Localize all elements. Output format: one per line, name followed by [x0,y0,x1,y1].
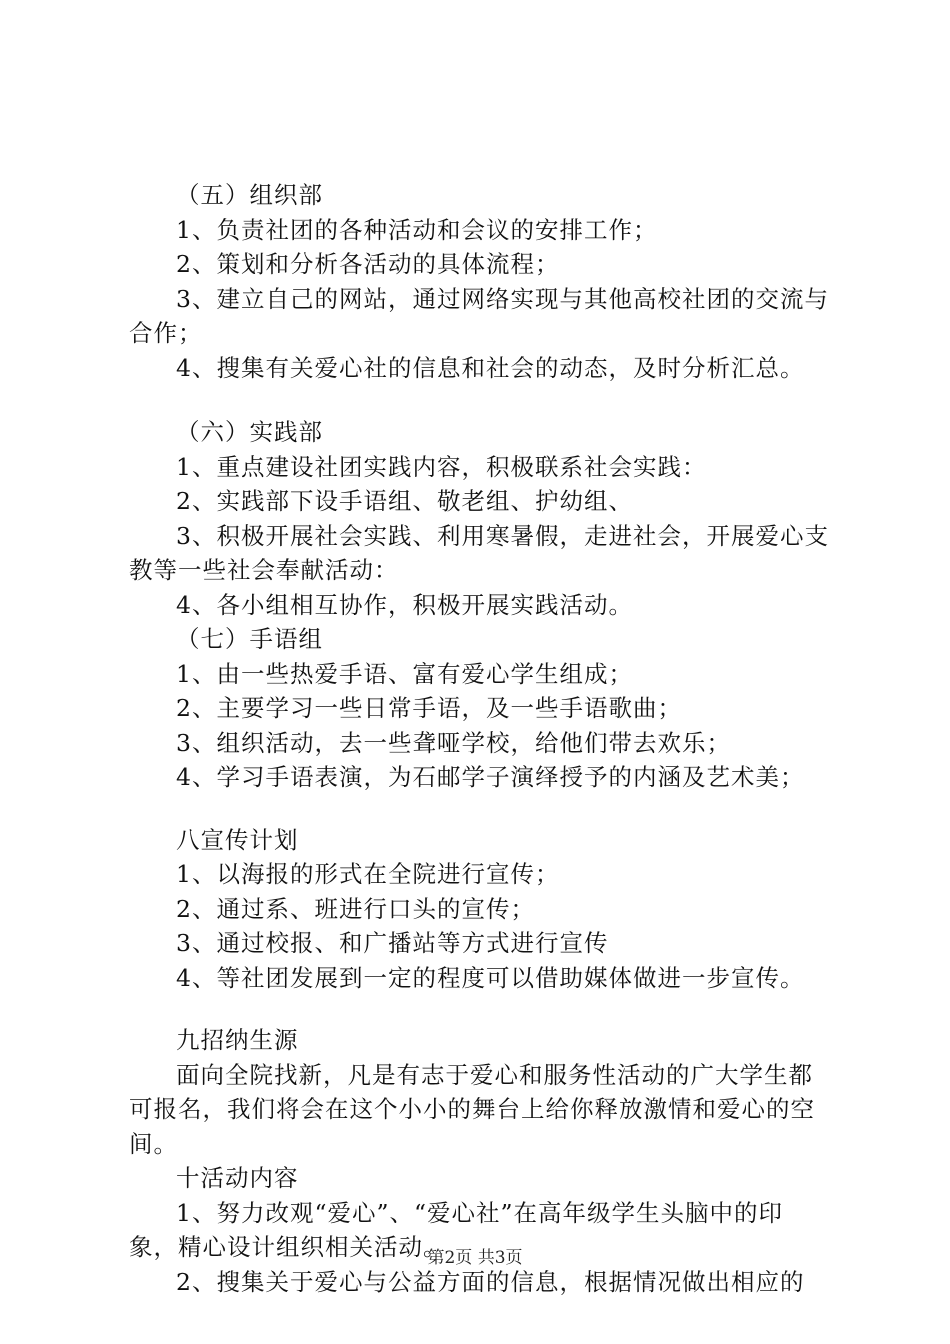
list-item: 4、各小组相互协作，积极开展实践活动。 [176,590,633,619]
list-item: 2、通过系、班进行口头的宣传； [176,894,535,923]
list-item: 1、重点建设社团实践内容，积极联系社会实践： [176,452,707,481]
section-heading: 九招纳生源 [176,1026,299,1054]
paragraph: 面向全院找新，凡是有志于爱心和服务性活动的广大学生都可报名，我们将会在这个小小的舞台上给你释放激情和爱心的空间。 [129,1060,815,1158]
section-heading: 十活动内容 [176,1164,299,1192]
list-item: 1、努力改观“爱心”、“爱心社”在高年级学生头脑中的印象，精心设计组织相关活动。 [129,1198,784,1261]
spacer [129,995,829,1023]
section-heading: （六）实践部 [176,418,323,446]
page-footer: 第2页 共3页 [427,1248,523,1268]
section-heading: 八宣传计划 [176,825,299,854]
section-heading: （五）组织部 [176,181,323,209]
list-item: 2、策划和分析各活动的具体流程； [176,250,560,278]
list-item: 4、等社团发展到一定的程度可以借助媒体做进一步宣传。 [176,963,805,992]
list-item: 3、积极开展社会实践、利用寒暑假，走进社会，开展爱心支教等一些社会奉献活动： [129,521,829,584]
list-item: 2、搜集关于爱心与公益方面的信息，根据情况做出相应的 [176,1267,805,1296]
list-item: 1、以海报的形式在全院进行宣传； [176,860,560,888]
list-item: 2、主要学习一些日常手语，及一些手语歌曲； [176,694,682,722]
section-heading: （七）手语组 [176,625,323,653]
list-item: 1、负责社团的各种活动和会议的安排工作； [176,215,658,244]
spacer [129,795,829,823]
list-item: 1、由一些热爱手语、富有爱心学生组成； [176,659,633,688]
list-item: 2、实践部下设手语组、敬老组、护幼组、 [176,487,633,515]
list-item: 3、组织活动，去一些聋哑学校，给他们带去欢乐； [176,728,731,757]
list-item: 4、学习手语表演，为石邮学子演绎授予的内涵及艺术美； [176,763,805,791]
list-item: 3、通过校报、和广播站等方式进行宣传 [176,929,609,957]
spacer [129,385,829,415]
document-body [129,178,829,1299]
list-item: 3、建立自己的网站，通过网络实现与其他高校社团的交流与合作； [129,284,829,347]
list-item: 4、搜集有关爱心社的信息和社会的动态，及时分析汇总。 [176,353,805,382]
